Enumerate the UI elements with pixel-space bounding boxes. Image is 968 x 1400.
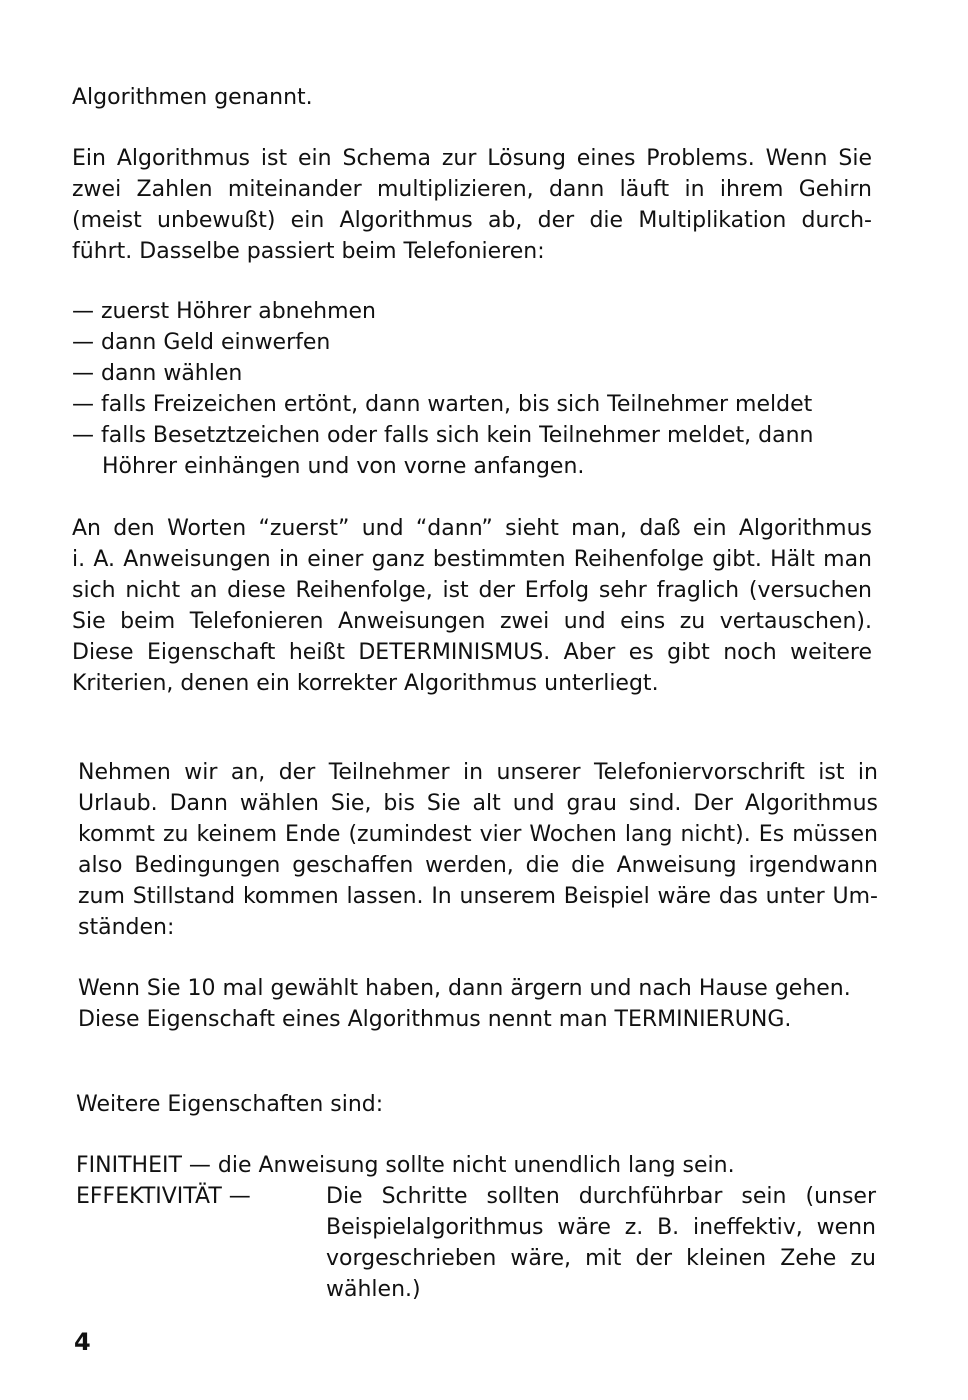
text-line: Kriterien, denen ein korrekter Algorithmus unterliegt. [72, 671, 659, 696]
effectiveness-description [326, 1181, 876, 1305]
text-line: Urlaub. Dann wählen Sie, bis Sie alt und grau sind. Der Algorithmus [78, 791, 878, 816]
text-line: zwei Zahlen miteinander multiplizieren, dann läuft in ihrem Gehirn [72, 177, 872, 202]
intro-paragraph [72, 82, 892, 113]
text-line: i. A. Anweisungen in einer ganz bestimmten Reihenfolge gibt. Hält man [72, 547, 872, 572]
text-line: Nehmen wir an, der Teilnehmer in unserer Telefoniervorschrift ist in [78, 760, 878, 785]
list-item: — falls Freizeichen ertönt, dann warten, bis sich Teilnehmer meldet [72, 392, 813, 417]
text-line: Sie beim Telefonieren Anweisungen zwei und eins zu vertauschen). [72, 609, 872, 634]
telephone-steps-list [72, 296, 872, 482]
text-line: also Bedingungen geschaffen werden, die die Anweisung irgendwann [78, 853, 878, 878]
text-line: sich nicht an diese Reihenfolge, ist der Erfolg sehr fraglich (versuchen [72, 578, 872, 603]
effectiveness-term: EFFEKTIVITÄT — [76, 1184, 251, 1209]
page-number: 4 [74, 1328, 91, 1356]
further-properties-heading [76, 1089, 876, 1120]
text-line: Diese Eigenschaft heißt DETERMINISMUS. Aber es gibt noch weitere [72, 640, 872, 665]
termination-example-paragraph [78, 973, 884, 1035]
text-line: Algorithmen genannt. [72, 85, 313, 110]
list-item: — falls Besetztzeichen oder falls sich kein Teilnehmer meldet, dann [72, 423, 814, 448]
determinism-paragraph [72, 513, 872, 699]
definition-paragraph [72, 143, 872, 267]
text-line: Weitere Eigenschaften sind: [76, 1092, 384, 1117]
text-line: kommt zu keinem Ende (zumindest vier Wochen lang nicht). Es müssen [78, 822, 878, 847]
list-item: — dann Geld einwerfen [72, 330, 331, 355]
effectiveness-definition [76, 1181, 876, 1311]
text-line: wählen.) [326, 1277, 421, 1302]
list-item: — zuerst Höhrer abnehmen [72, 299, 377, 324]
text-line: Die Schritte sollten durchführbar sein (unser [326, 1184, 876, 1209]
text-line: vorgeschrieben wäre, mit der kleinen Zehe zu [326, 1246, 876, 1271]
text-line: ständen: [78, 915, 175, 940]
text-line: zum Stillstand kommen lassen. In unserem Beispiel wäre das unter Um- [78, 884, 878, 909]
text-line: führt. Dasselbe passiert beim Telefonieren: [72, 239, 545, 264]
text-line: (meist unbewußt) ein Algorithmus ab, der die Multiplikation durch- [72, 208, 872, 233]
list-item-continuation: Höhrer einhängen und von vorne anfangen. [102, 454, 585, 479]
text-line: An den Worten “zuerst” und “dann” sieht man, daß ein Algorithmus [72, 516, 872, 541]
text-line: Diese Eigenschaft eines Algorithmus nennt man TERMINIERUNG. [78, 1007, 792, 1032]
text-line: Wenn Sie 10 mal gewählt haben, dann ärgern und nach Hause gehen. [78, 976, 851, 1001]
text-line: FINITHEIT — die Anweisung sollte nicht unendlich lang sein. [76, 1153, 735, 1178]
termination-paragraph [78, 757, 878, 943]
list-item: — dann wählen [72, 361, 243, 386]
text-line: Beispielalgorithmus wäre z. B. ineffektiv, wenn [326, 1215, 876, 1240]
finiteness-definition [76, 1150, 876, 1181]
text-line: Ein Algorithmus ist ein Schema zur Lösung eines Problems. Wenn Sie [72, 146, 872, 171]
